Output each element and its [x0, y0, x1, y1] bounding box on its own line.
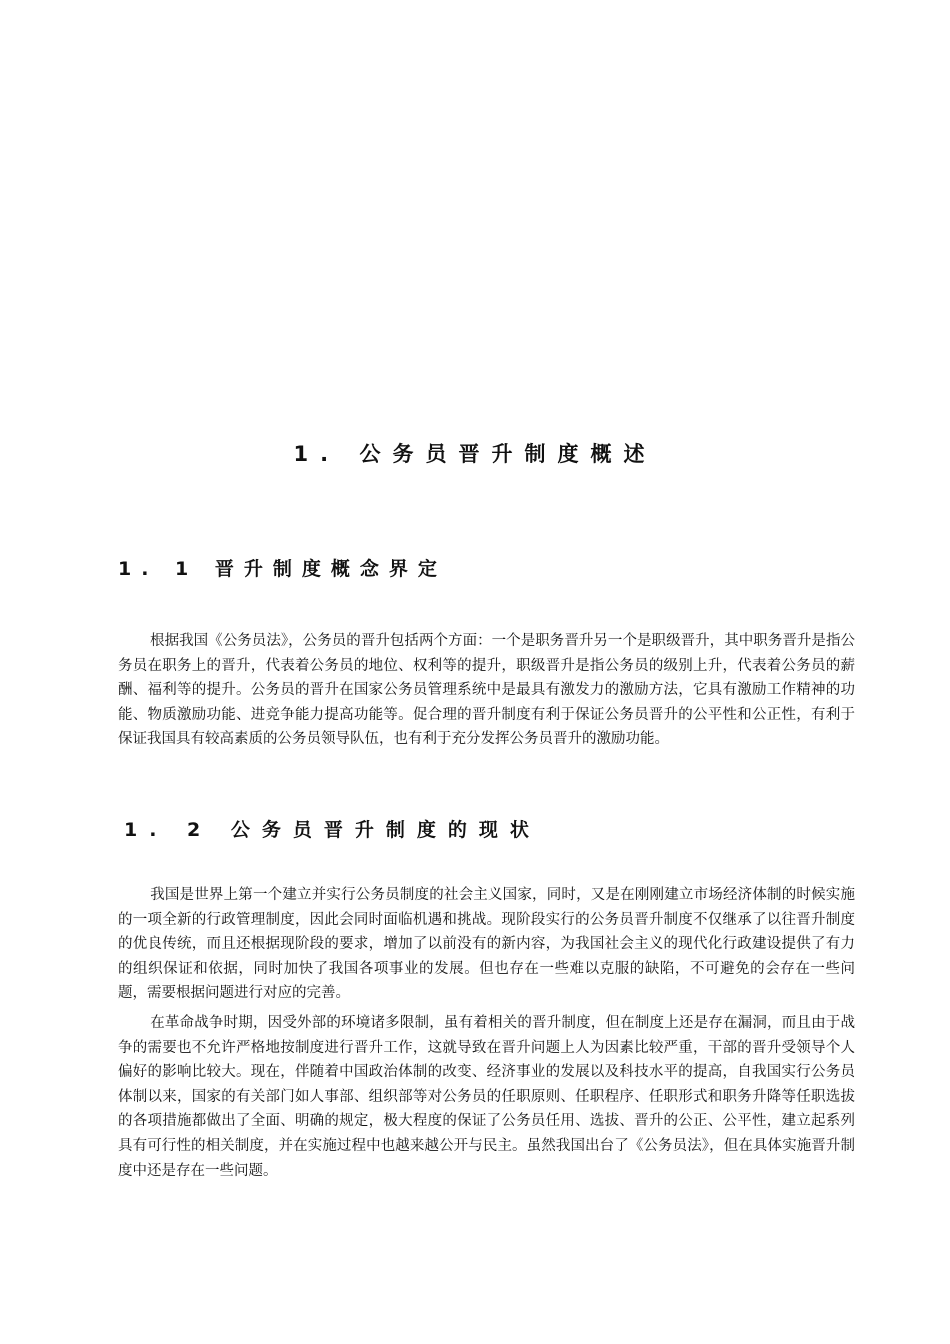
paragraph-text: 根据我国《公务员法》，公务员的晋升包括两个方面：一个是职务晋升另一个是职级晋升，其中职务晋升是指公务员在职务上的晋升，代表着公务员的地位、权利等的提升，职级晋升是指公务员的级别上升，代表着公务员的薪酬、福利等的提升。公务员的晋升在国家公务员管理系统中是最具有激发力的激励方法，它具有激励工作精神的功能、物质激励功能、进竞争能力提高功能等。促合理的晋升制度有利于保证公务员晋升的公平性和公正性，有利于保证我国具有较高素质的公务员领导队伍，也有利于充分发挥公务员晋升的激励功能。 — [118, 633, 855, 748]
section-1-2-paragraph-2 — [118, 1011, 855, 1183]
paragraph-text: 我国是世界上第一个建立并实行公务员制度的社会主义国家，同时，又是在刚刚建立市场经济体制的时候实施的一项全新的行政管理制度，因此会同时面临机遇和挑战。现阶段实行的公务员晋升制度不仅继承了以往晋升制度的优良传统，而且还根据现阶段的要求，增加了以前没有的新内容，为我国社会主义的现代化行政建设提供了有力的组织保证和依据，同时加快了我国各项事业的发展。但也存在一些难以克服的缺陷，不可避免的会存在一些问题，需要根据问题进行对应的完善。 — [118, 887, 855, 1002]
section-heading-1-2: 1. 2 公务员晋升制度的现状 — [124, 819, 541, 841]
section-1-1-paragraph — [118, 629, 855, 752]
chapter-title: 1. 公务员晋升制度概述 — [293, 442, 657, 466]
section-1-2-paragraph-1 — [118, 883, 855, 1006]
paragraph-text: 在革命战争时期，因受外部的环境诸多限制，虽有着相关的晋升制度，但在制度上还是存在漏洞，而且由于战争的需要也不允许严格地按制度进行晋升工作，这就导致在晋升问题上人为因素比较严重，干部的晋升受领导个人偏好的影响比较大。现在，伴随着中国政治体制的改变、经济事业的发展以及科技水平的提高，自我国实行公务员体制以来，国家的有关部门如人事部、组织部等对公务员的任职原则、任职程序、任职形式和职务升降等任职选拔的各项措施都做出了全面、明确的规定，极大程度的保证了公务员任用、选拔、晋升的公正、公平性，建立起系列具有可行性的相关制度，并在实施过程中也越来越公开与民主。虽然我国出台了《公务员法》，但在具体实施晋升制度中还是存在一些问题。 — [118, 1015, 855, 1179]
section-heading-1-1: 1. 1 晋升制度概念界定 — [118, 558, 447, 580]
